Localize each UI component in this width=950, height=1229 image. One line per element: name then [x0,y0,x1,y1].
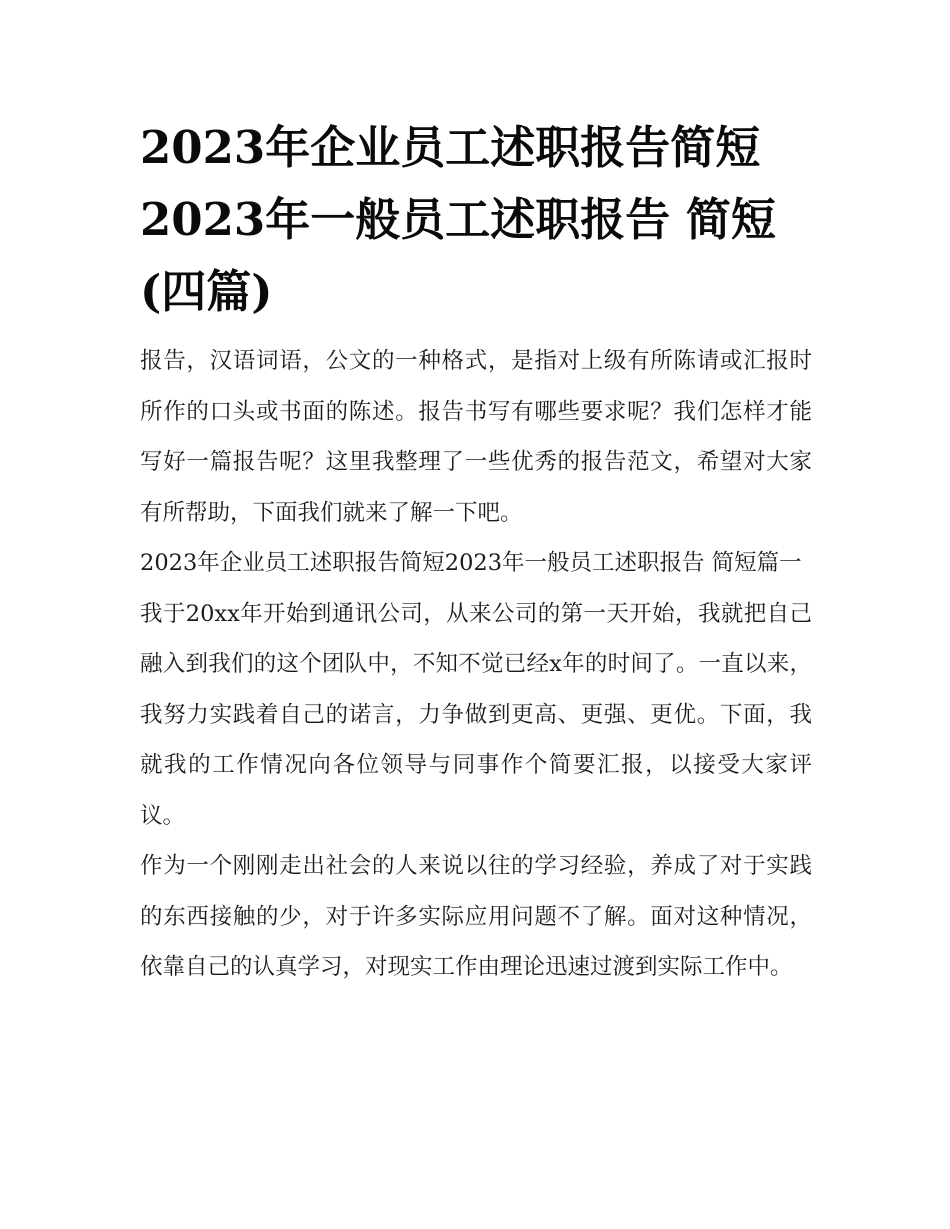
intro-paragraph: 报告，汉语词语，公文的一种格式，是指对上级有所陈请或汇报时所作的口头或书面的陈述。报告书写有哪些要求呢？我们怎样才能写好一篇报告呢？这里我整理了一些优秀的报告范文，希望对大家有所帮助，下面我们就来了解一下吧。 [140,348,812,526]
body-paragraph: 我于20xx年开始到通讯公司，从来公司的第一天开始，我就把自己融入到我们的这个团队中，不知不觉已经x年的时间了。一直以来，我努力实践着自己的诺言，力争做到更高、更强、更优。下面，我就我的工作情况向各位领导与同事作个简要汇报，以接受大家评议。 [140,600,812,829]
body-paragraph: 作为一个刚刚走出社会的人来说以往的学习经验，养成了对于实践的东西接触的少，对于许多实际应用问题不了解。面对这种情况，依靠自己的认真学习，对现实工作由理论迅速过渡到实际工作中。 [140,853,812,980]
document-title: 2023年企业员工述职报告简短2023年一般员工述职报告 简短(四篇) [140,121,776,318]
section-heading: 2023年企业员工述职报告简短2023年一般员工述职报告 简短篇一 [140,550,802,576]
document-body [140,112,812,993]
